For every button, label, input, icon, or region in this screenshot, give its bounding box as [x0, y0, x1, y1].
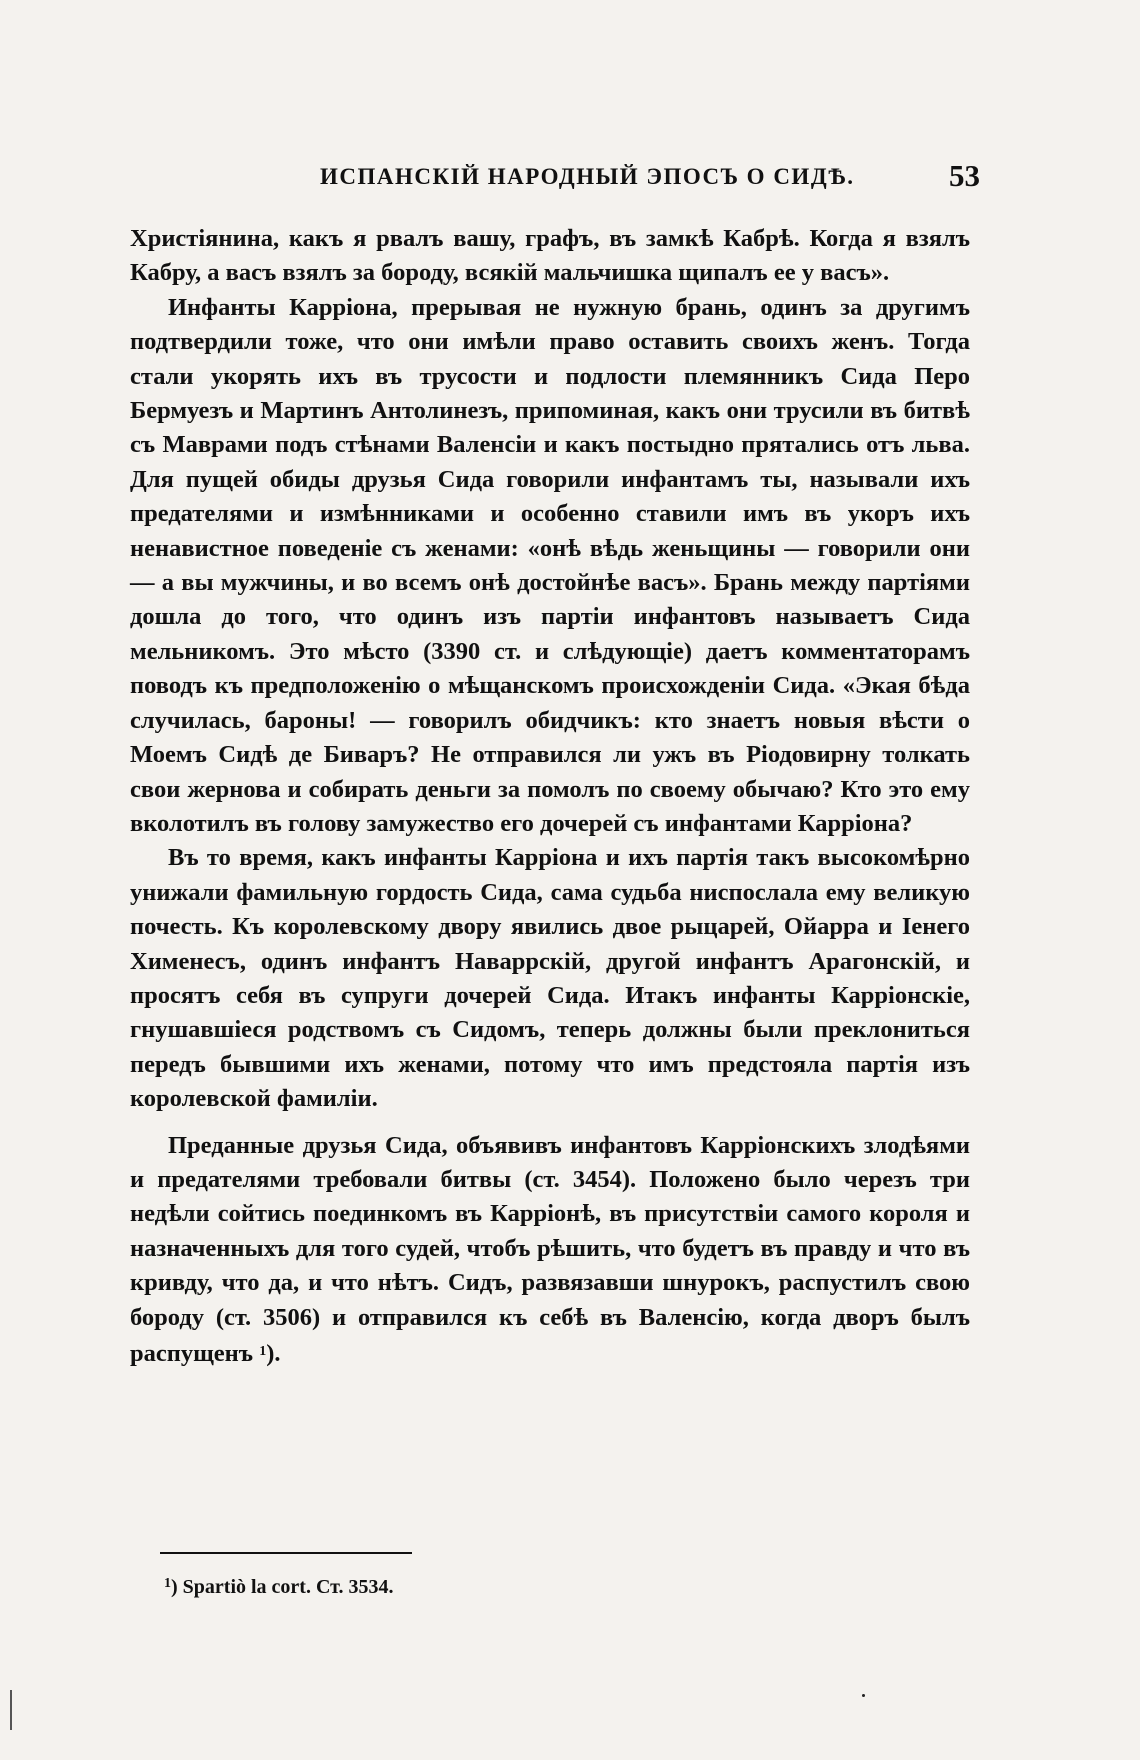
paragraph-4-end: ).: [266, 1340, 281, 1367]
footnote-marker: 1: [164, 1576, 171, 1591]
paragraph-4-text: Преданные друзья Сида, объявивъ инфантовъ Карріонскихъ злодѣями и предателями требовали битвы (ст. 3454). Положено было черезъ три недѣли сойтись поединкомъ въ Карріонѣ, въ присутствіи самого короля и назначенныхъ для того судей, чтобъ рѣшить, что будетъ въ правду и что въ кривду, что да, и что нѣтъ. Сидъ, развязавши шнурокъ, распустилъ свою бороду (ст. 3506) и отправился къ себѣ въ Валенсію, когда дворъ былъ распущенъ: [130, 1131, 970, 1367]
footnote-divider: [160, 1552, 412, 1554]
body-text: [130, 222, 970, 1371]
page-number: 53: [949, 158, 980, 193]
footnote: [164, 1576, 393, 1599]
footnote-reference: 1: [259, 1344, 267, 1359]
running-head: [130, 158, 980, 198]
scan-speck: [862, 1694, 865, 1697]
paragraph-1: Христіянина, какъ я рвалъ вашу, графъ, въ замкѣ Кабрѣ. Когда я взялъ Кабру, а васъ взялъ за бороду, всякій мальчишка щипалъ ее у васъ».: [130, 225, 970, 287]
running-title: ИСПАНСКІЙ НАРОДНЫЙ ЭПОСЪ О СИДѢ.: [320, 164, 855, 189]
paragraph-2: Инфанты Карріона, прерывая не нужную брань, одинъ за другимъ подтвердили тоже, что они имѣли право оставить своихъ женъ. Тогда стали укорять ихъ въ трусости и подлости племянникъ Сида Перо Бермуезъ и Мартинъ Антолинезъ, припоминая, какъ они трусили въ битвѣ съ Маврами подъ стѣнами Валенсіи и какъ постыдно прятались отъ льва. Для пущей обиды друзья Сида говорили инфантамъ ты, называли ихъ предателями и измѣнниками и особенно ставили имъ въ укоръ ихъ ненавистное поведеніе съ женами: «онѣ вѣдь женьщины — говорили они — а вы мужчины, и во всемъ онѣ достойнѣе васъ». Брань между партіями дошла до того, что одинъ изъ партіи инфантовъ называетъ Сида мельникомъ. Это мѣсто (3390 ст. и слѣдующіе) даетъ комментаторамъ поводъ къ предположенію о мѣщанскомъ происхожденіи Сида. «Экая бѣда случилась, бароны! — говорилъ обидчикъ: кто знаетъ новыя вѣсти о Моемъ Сидѣ де Биваръ? Не отправился ли ужъ въ Ріодовирну толкать свои жернова и собирать деньги за помолъ по своему обычаю? Кто это ему вколотилъ въ голову замужество его дочерей съ инфантами Карріона?: [130, 293, 970, 837]
paragraph-3: Въ то время, какъ инфанты Карріона и ихъ партія такъ высокомѣрно унижали фамильную гордость Сида, сама судьба ниспослала ему великую почесть. Къ королевскому двору явились двое рыцарей, Ойарра и Іенего Хименесъ, одинъ инфантъ Наваррскій, другой инфантъ Арагонскій, и просятъ себя въ супруги дочерей Сида. Итакъ инфанты Карріонскіе, гнушавшіеся родствомъ съ Сидомъ, теперь должны были преклониться передъ бывшими ихъ женами, потому что имъ предстояла партія изъ королевской фамиліи.: [130, 844, 970, 1113]
scan-edge-mark: [10, 1690, 12, 1730]
paragraph-4: [130, 1129, 970, 1372]
footnote-text: ) Spartiò la cort. Ст. 3534.: [171, 1576, 394, 1598]
